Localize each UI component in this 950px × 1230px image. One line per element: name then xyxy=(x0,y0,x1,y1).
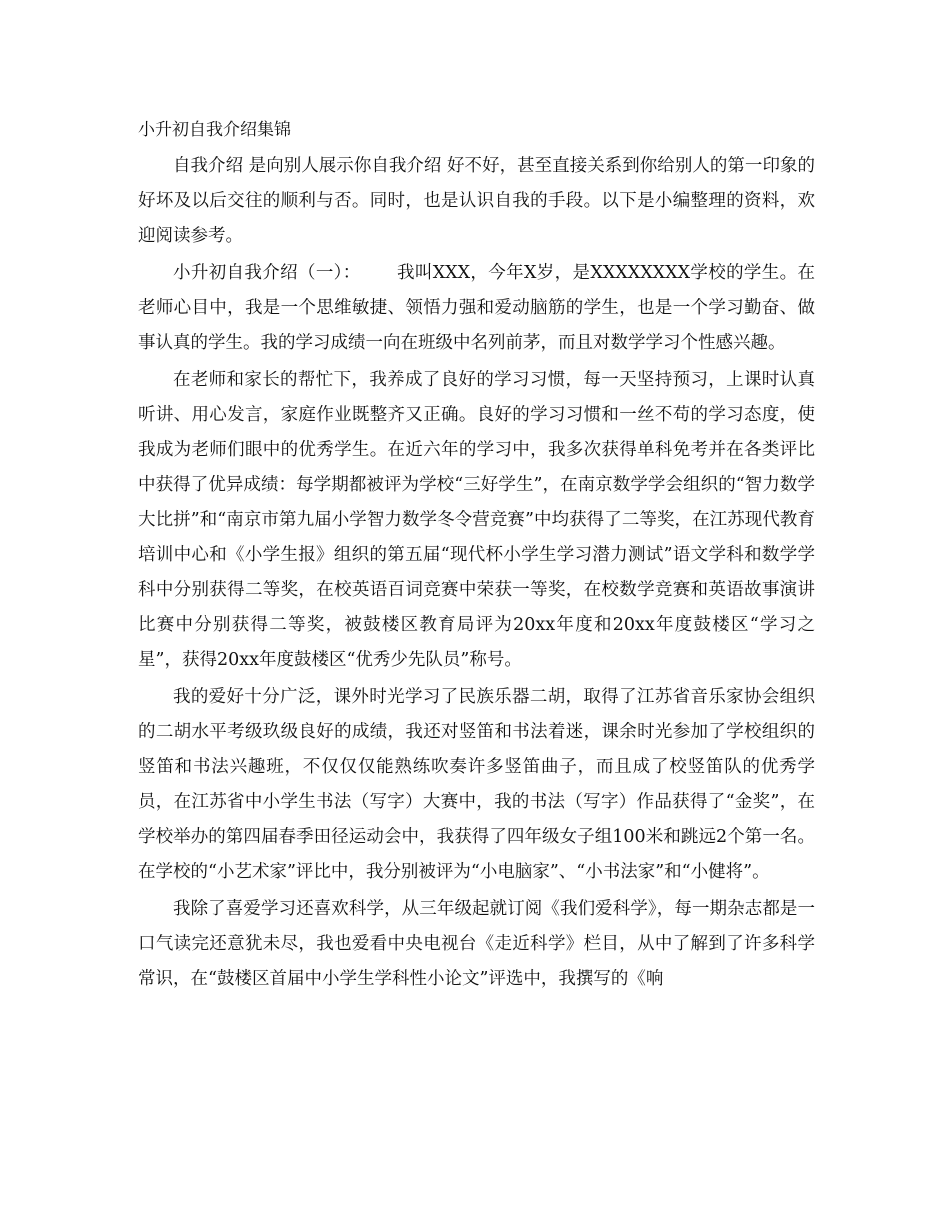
paragraph-intro-purpose: 自我介绍 是向别人展示你自我介绍 好不好，甚至直接关系到你给别人的第一印象的好坏及以后交往的顺利与否。同时，也是认识自我的手段。以下是小编整理的资料，欢迎阅读参考。 xyxy=(138,156,815,246)
document-title: 小升初自我介绍集锦 xyxy=(138,120,291,140)
intro-sentence: 我叫XXX，今年X岁，是XXXXXXXX学校的学生。 xyxy=(396,263,798,283)
paragraph-science: 我除了喜爱学习还喜欢科学，从三年级起就订阅《我们爱科学》，每一期杂志都是一口气读完还意犹未尽，我也爱看中央电视台《走近科学》栏目，从中了解到了许多科学常识，在“鼓楼区首届中小学生学科性小论文”评选中，我撰写的《响 xyxy=(138,899,815,989)
paragraph-self-intro-1 xyxy=(138,256,815,361)
section-heading: 小升初自我介绍（一）： xyxy=(173,263,361,283)
paragraph-hobbies: 我的爱好十分广泛，课外时光学习了民族乐器二胡，取得了江苏省音乐家协会组织的二胡水平考级玖级良好的成绩，我还对竖笛和书法着迷，课余时光参加了学校组织的竖笛和书法兴趣班，不仅仅仅能熟练吹奏许多竖笛曲子，而且成了校竖笛队的优秀学员，在江苏省中小学生书法（写字）大赛中，我的书法（写字）作品获得了“金奖”，在学校举办的第四届春季田径运动会中，我获得了四年级女子组100米和跳远2个第一名。在学校的“小艺术家”评比中，我分别被评为“小电脑家”、“小书法家”和“小健将”。 xyxy=(138,687,815,882)
paragraph-study-habits: 在老师和家长的帮忙下，我养成了良好的学习习惯，每一天坚持预习，上课时认真听讲、用心发言，家庭作业既整齐又正确。良好的学习习惯和一丝不苟的学习态度，使我成为老师们眼中的优秀学生。在近六年的学习中，我多次获得单科免考并在各类评比中获得了优异成绩：每学期都被评为学校“三好学生”，在南京数学学会组织的“智力数学大比拼”和“南京市第九届小学智力数学冬令营竞赛”中均获得了二等奖，在江苏现代教育培训中心和《小学生报》组织的第五届“现代杯小学生学习潜力测试”语文学科和数学学科中分别获得二等奖，在校英语百词竞赛中荣获一等奖，在校数学竞赛和英语故事演讲比赛中分别获得二等奖，被鼓楼区教育局评为20xx年度和20xx年度鼓楼区“学习之星”，获得20xx年度鼓楼区“优秀少先队员”称号。 xyxy=(138,370,815,670)
document-page xyxy=(138,112,815,997)
paragraph-continuation: 在老师心目中，我是一个思维敏捷、领悟力强和爱动脑筋的学生，也是一个学习勤奋、做事认真的学生。我的学习成绩一向在班级中名列前茅，而且对数学学习个性感兴趣。 xyxy=(138,263,815,353)
